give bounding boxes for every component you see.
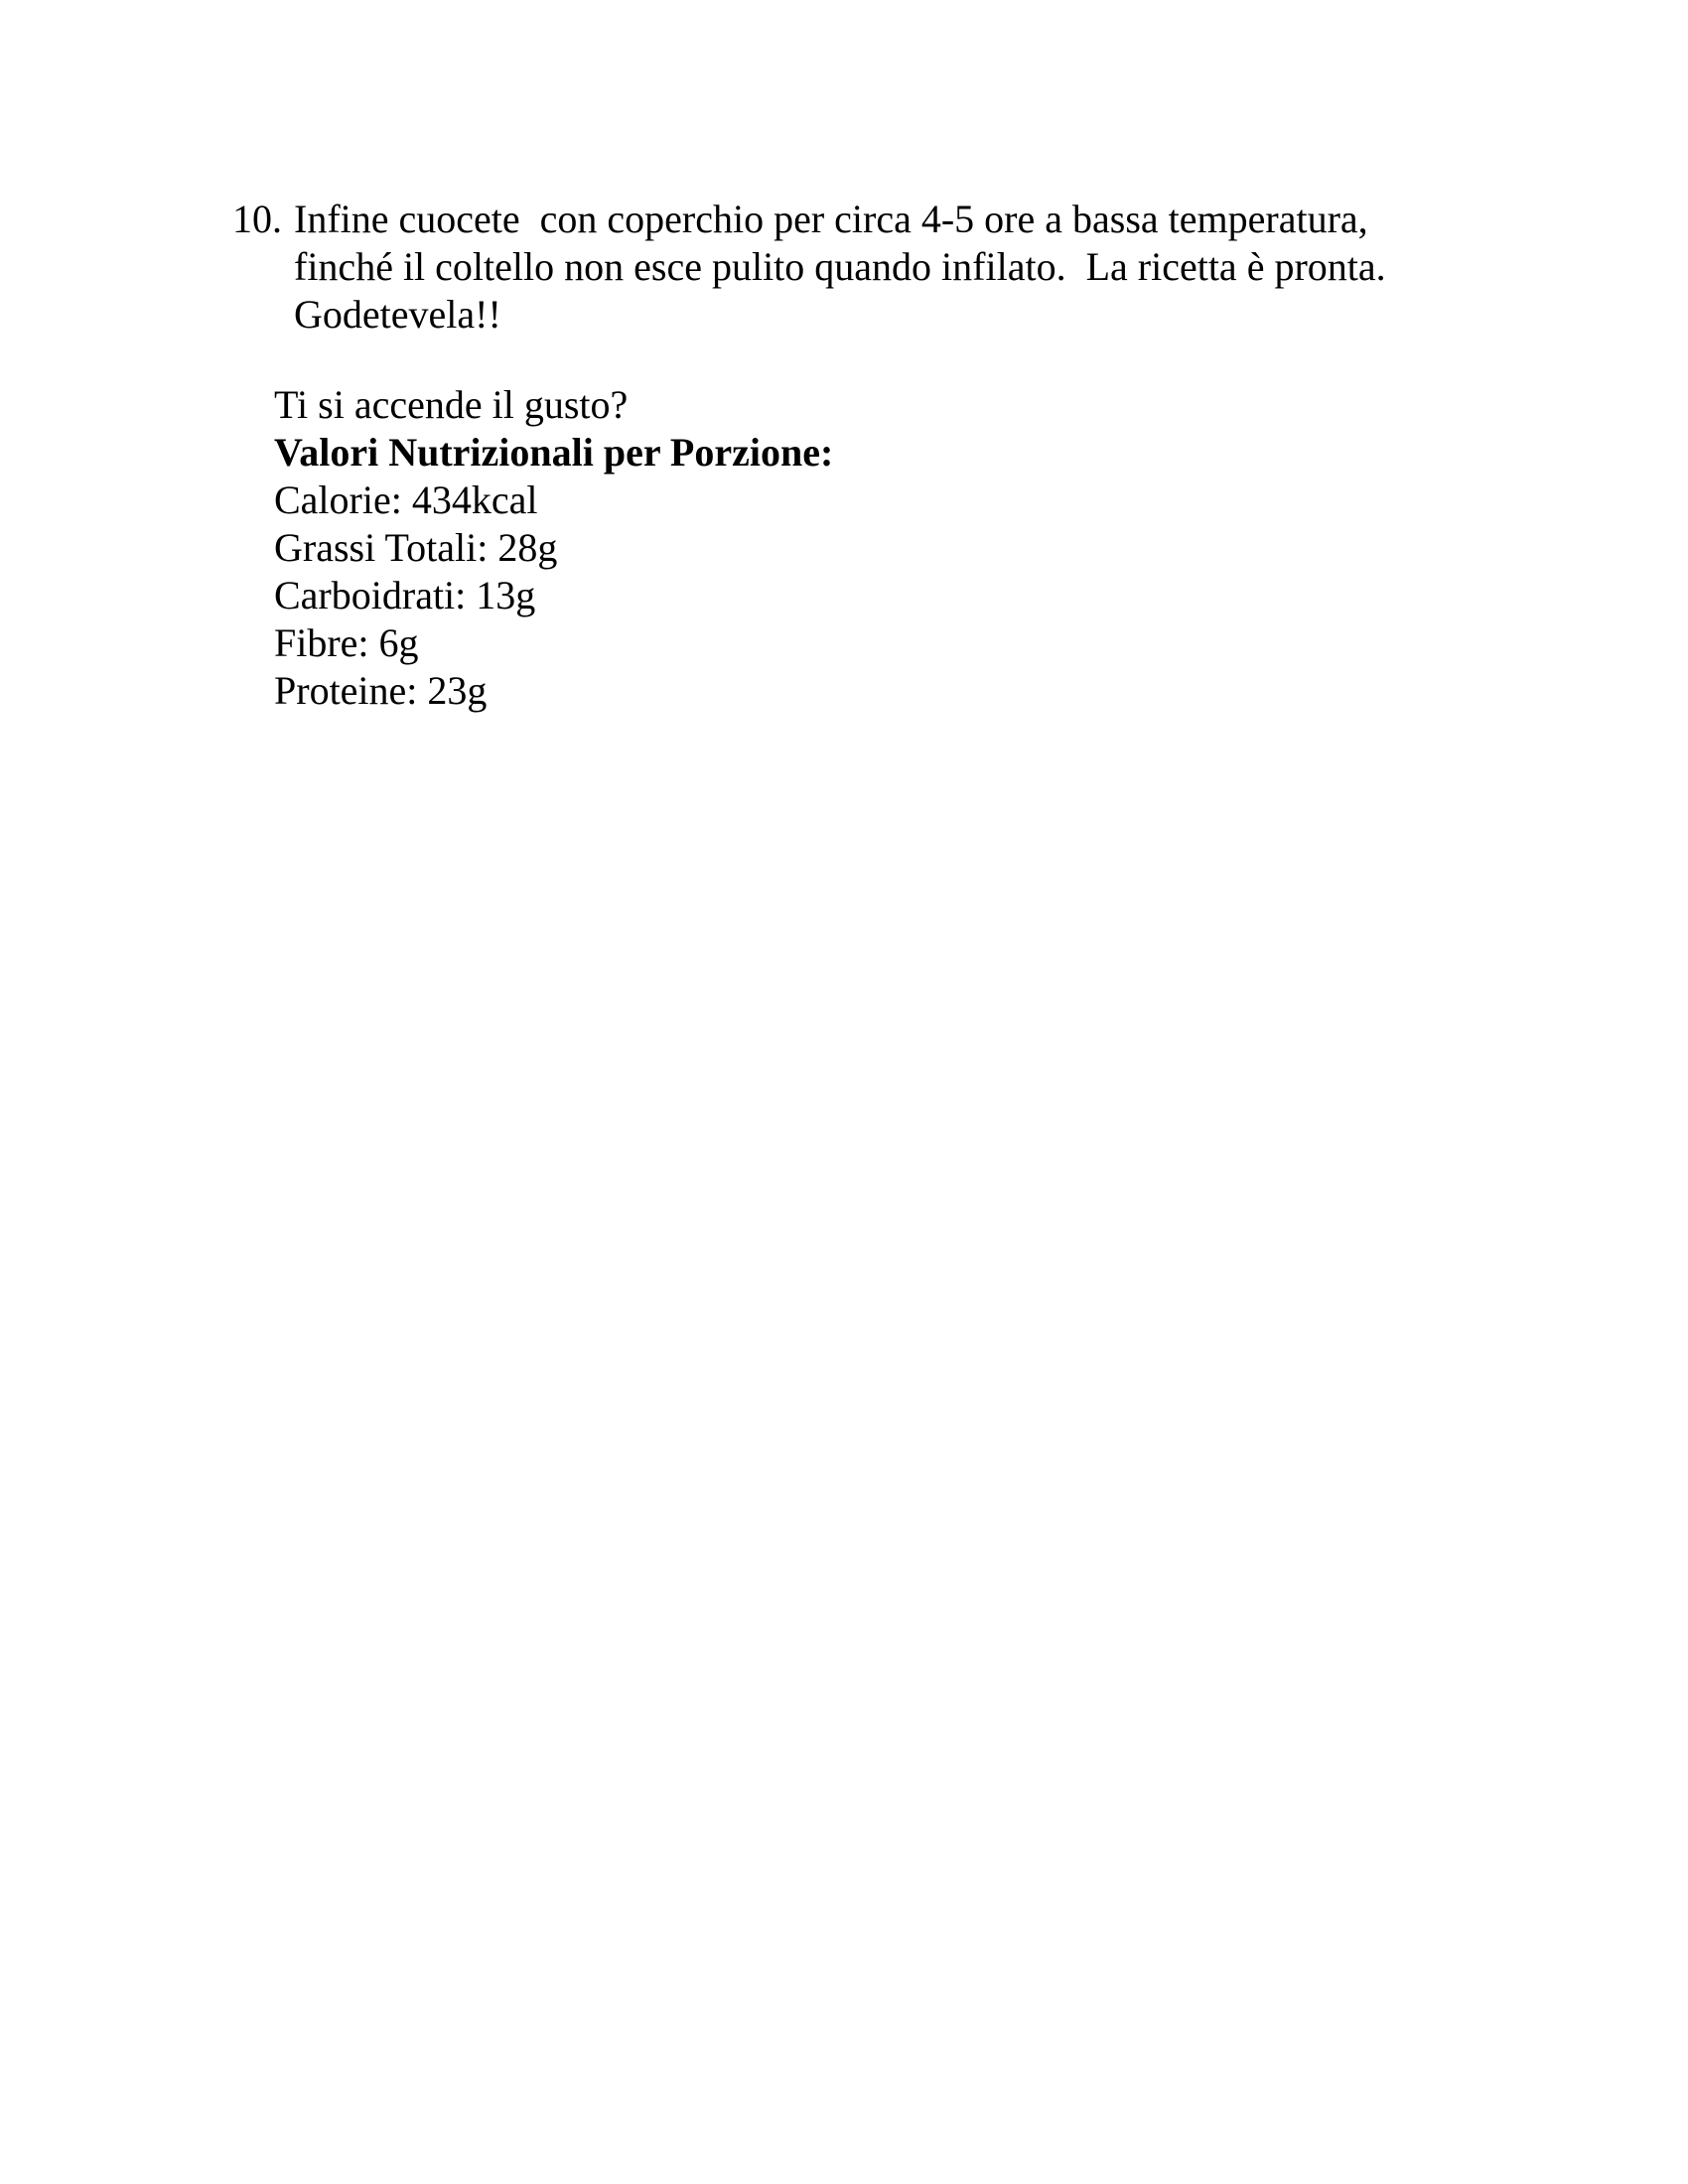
step-text — [294, 196, 1485, 339]
nutrition-item-protein: Proteine: 23g — [274, 668, 488, 713]
step-line: Infine cuocete con coperchio per circa 4-5 ore a bassa temperatura, — [294, 197, 1368, 241]
step-number: 10. — [232, 197, 282, 241]
nutrition-item-fiber: Fibre: 6g — [274, 620, 419, 665]
nutrition-item-carbs: Carboidrati: 13g — [274, 573, 536, 617]
nutrition-heading: Valori Nutrizionali per Porzione: — [274, 430, 834, 475]
nutrition-section — [274, 381, 833, 715]
nutrition-item-calories: Calorie: 434kcal — [274, 478, 538, 522]
step-line: finché il coltello non esce pulito quando infilato. La ricetta è pronta. — [294, 244, 1386, 289]
step-line: Godetevela!! — [294, 292, 501, 337]
nutrition-item-fat: Grassi Totali: 28g — [274, 525, 558, 570]
question-text: Ti si accende il gusto? — [274, 382, 629, 427]
